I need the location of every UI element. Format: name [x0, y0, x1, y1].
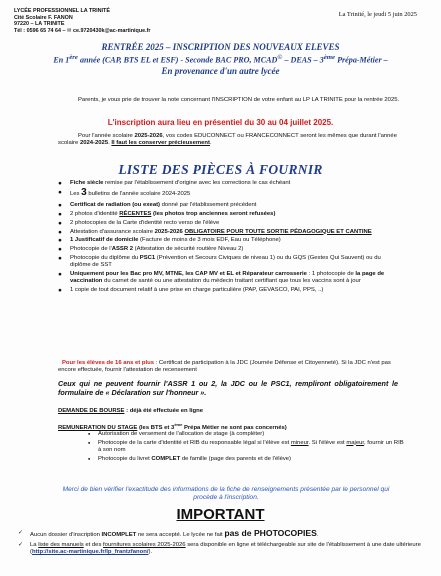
bullet-icon: ●: [58, 188, 62, 196]
text: liste des manuels: [38, 542, 84, 548]
stage-documents-list: [88, 431, 408, 465]
document-date: La Trinité, le jeudi 5 juin 2025: [338, 11, 417, 18]
text: 2 photos d'identité: [70, 211, 120, 218]
text: 1 copie de tout document relatif à une prise en charge particulière (PAP, GEVASCO, PAI, PPS, ..): [70, 286, 324, 293]
text: bulletins de l'année scolaire 2024-2025: [86, 190, 191, 197]
square-bullet-icon: ▪: [88, 439, 91, 447]
text: ASSR 2: [111, 245, 134, 252]
text: de famille (page des parents et de l'élève): [180, 455, 292, 462]
school-address: 97220 – LA TRINITE: [14, 21, 65, 28]
text: Certificat de radiation (ou exeat): [70, 202, 161, 209]
text: remise par l'établissement d'origine avec les corrections le cas échéant: [103, 180, 291, 186]
text: DEMANDE DE BOURSE: [58, 408, 125, 414]
text: Les: [70, 190, 82, 197]
important-heading: IMPORTANT: [176, 506, 265, 523]
text: : déjà été effectuée en ligne: [124, 408, 204, 414]
text: , vos codes EDUCONNECT ou FRANCECONNECT seront les mêmes que durant l'année scolaire: [58, 133, 397, 147]
text: mineur: [290, 439, 309, 446]
text: . Si l'élève est: [308, 439, 347, 446]
bullet-icon: ●: [58, 254, 62, 262]
text: la page de vaccination: [70, 270, 385, 285]
verification-note: Merci de bien vérifier l'exactitude des informations de la fiche de renseignements présentée par le personnel qui procède à l'inscription.: [62, 486, 390, 501]
checkmark-icon: ✓: [18, 542, 24, 548]
school-website-link[interactable]: http://site.ac-martinique.fr/lp_frantzfanon/: [31, 549, 149, 556]
footer-incomplete: [18, 530, 438, 539]
text: .: [316, 532, 319, 538]
enrollment-dates: L'inscription aura lieu en présentiel du 30 au 04 juillet 2025.: [107, 118, 334, 127]
title-text: En 1: [53, 55, 70, 65]
list-item: [58, 237, 388, 244]
list-item: [58, 255, 388, 270]
text: Photocopie du livret: [98, 455, 152, 462]
text: donné par l'établissement précédent: [160, 202, 257, 209]
text: RÉCENTES: [119, 211, 152, 218]
bullet-icon: ●: [58, 202, 62, 210]
text: sera disponible en ligne et téléchargeable sur site de l'établissement à une date ultérieure (: [30, 542, 421, 556]
document-title: [20, 42, 421, 77]
text: (les BTS et 3: [137, 424, 175, 431]
title-text: Prépa-Métier –: [335, 55, 388, 65]
text: .: [108, 140, 112, 147]
bullet-icon: ●: [58, 211, 62, 219]
list-item: [58, 220, 388, 227]
text: REMUNERATION DU STAGE: [58, 424, 138, 431]
text: Pour les élèves de 16 ans et plus: [62, 360, 155, 366]
list-item: [88, 440, 408, 455]
text: La: [30, 542, 39, 548]
list-item: [58, 186, 388, 198]
text: majeur: [346, 439, 365, 446]
text: Autorisation de versement de l'allocation de stage (à compléter): [98, 431, 265, 437]
text: 2 photocopies de la Carte d'identité recto verso de l'élève: [70, 219, 220, 226]
title-text: année (CAP, BTS EL et ESF) - Seconde BAC PRO, MCAD: [77, 55, 278, 65]
intro-paragraph: Parents, je vous prie de trouver la note concernant l'INSCRIPTION de votre enfant au LP LA TRINITE pour la rentrée 2025.: [78, 97, 400, 103]
text: Attestation d'assurance scolaire: [70, 228, 155, 235]
bullet-icon: ●: [58, 270, 62, 278]
title-sup: ère: [69, 54, 78, 61]
school-contact: Tél : 0596 65 74 64 – ✉ ce.9720430k@ac-martinique.fr: [14, 27, 151, 34]
title-text: – DEAS – 3: [282, 55, 324, 65]
text: Pour l'année scolaire: [78, 133, 135, 139]
bullet-icon: ●: [58, 237, 62, 245]
list-item: [88, 456, 408, 463]
honour-declaration-notice: Ceux qui ne peuvent fournir l'ASSR 1 ou 2, la JDC ou le PSC1, rempliront obligatoirement le formulaire de « Déclaration sur l'honneur ».: [58, 379, 398, 397]
text: 2025-2026: [154, 228, 183, 235]
text: ème: [174, 422, 183, 427]
text: Il faut les conserver précieusement: [111, 140, 210, 147]
list-item: [58, 271, 388, 286]
list-title: LISTE DES PIÈCES À FOURNIR: [118, 162, 323, 177]
text: pas de PHOTOCOPIES: [224, 528, 317, 538]
text: : 1 photocopie de: [306, 270, 356, 277]
text: (Prévention et Secours Civiques de niveau 1) ou du GQS (Gestes Qui Sauvent) ou du diplôme de SST: [70, 254, 381, 269]
text: Uniquement pour les Bac pro MV, MTNE, les CAP MV et EL et Réparateur carrosserie: [70, 270, 307, 277]
text: (les photos trop anciennes seront refusées): [151, 211, 276, 218]
text: COMPLET: [151, 455, 181, 462]
text: fournitures scolaires 2025-2026: [103, 542, 186, 548]
text: Aucun dossier d'inscription: [30, 532, 102, 538]
school-site: Cité Scolaire F. FANON: [14, 14, 73, 21]
square-bullet-icon: ▪: [88, 431, 91, 438]
text: Photocopie du diplôme du: [70, 254, 140, 261]
school-header: [14, 8, 151, 34]
text: Fiche siècle: [70, 180, 104, 186]
text: (Attestation de sécurité routière Niveau 2): [133, 245, 244, 252]
bourse-line: [58, 408, 403, 415]
bullet-icon: ●: [58, 245, 62, 253]
text: 1 Justificatif de domicile: [70, 237, 139, 244]
text: .: [209, 140, 212, 147]
text: Photocopie de l': [70, 245, 112, 252]
title-line-3: En provenance d'un autre lycée: [161, 65, 280, 76]
school-name: LYCÉE PROFESSIONNEL LA TRINITÉ: [14, 8, 110, 14]
footer-supplies: [18, 542, 438, 556]
text: ).: [148, 549, 153, 556]
jdc-paragraph: [58, 360, 403, 375]
text: Prépa Métier ne sont pas concernés): [182, 424, 287, 431]
codes-paragraph: [58, 133, 403, 148]
list-item: [88, 431, 408, 438]
list-item: [58, 202, 388, 209]
list-item: [58, 246, 388, 253]
title-line-2: [20, 53, 421, 66]
bullet-icon: ●: [58, 228, 62, 236]
text: INCOMPLET: [101, 532, 137, 538]
text: OBLIGATOIRE POUR TOUTE SORTIE PÉDAGOGIQUE ET CANTINE: [184, 228, 372, 235]
list-item: [58, 211, 388, 218]
text: (Facture de moins de 3 mois EDF, Eau ou Téléphone): [138, 237, 281, 244]
text: ne sera accepté. Le lycée ne fait: [136, 532, 225, 538]
bullet-icon: ●: [58, 219, 62, 227]
text: , fournir un RIB à son nom: [98, 439, 404, 454]
text: : Certificat de participation à la JDC (Journée Défense et Citoyenneté). Si la JDC n'est pas encore effectuée, fournir l'attestation de recensement: [58, 360, 391, 374]
title-sup: ème: [323, 54, 336, 61]
list-item: [58, 229, 388, 236]
text: du carnet de santé ou une attestation du médecin traitant certifiant que tous les vaccins sont à jour: [102, 278, 361, 285]
square-bullet-icon: ▪: [88, 455, 91, 463]
bullet-icon: ●: [58, 180, 62, 187]
list-item: [58, 287, 388, 294]
documents-list: [58, 180, 388, 296]
text: 3: [81, 186, 87, 198]
text: PSC1: [139, 254, 156, 261]
title-sup: ©: [277, 54, 283, 61]
text: 2024-2025: [79, 140, 109, 147]
list-item: [58, 180, 388, 187]
title-line-1: RENTRÉE 2025 – INSCRIPTION DES NOUVEAUX ELEVES: [101, 42, 340, 52]
text: et des: [83, 542, 104, 548]
bullet-icon: ●: [58, 286, 62, 294]
text: Photocopie de la carte d'identité et RIB du responsable légal si l'élève est: [98, 439, 291, 446]
text: 2025-2026: [134, 133, 163, 139]
checkmark-icon: ✓: [18, 530, 24, 536]
